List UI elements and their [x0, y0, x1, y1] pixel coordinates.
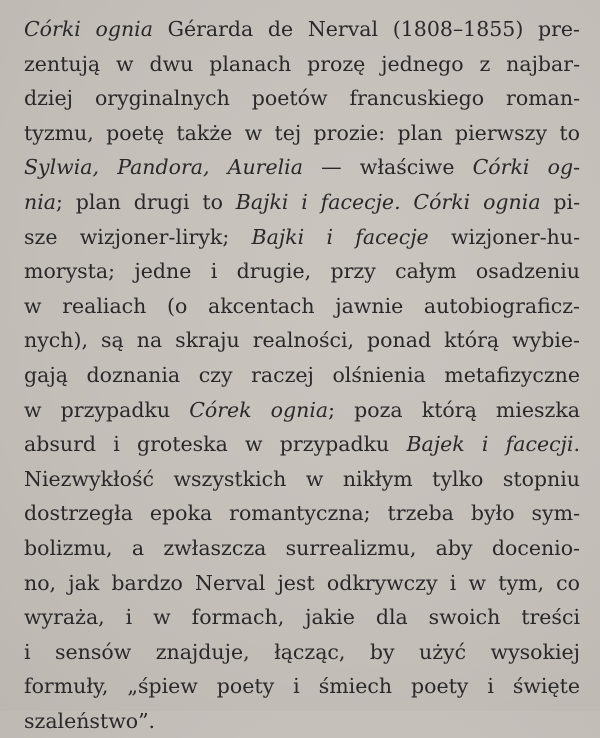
- text-line: [24, 254, 580, 289]
- text-line: [24, 393, 580, 428]
- text-span: nych), są na skraju realności, ponad którą wybie-: [24, 328, 580, 353]
- text-span: wizjoner-hu-: [428, 224, 580, 249]
- text-line: [24, 496, 580, 531]
- text-span: ; poza którą mieszka: [328, 397, 580, 422]
- text-span: Córki og-: [472, 155, 580, 180]
- text-span: zentują w dwu planach prozę jednego z najbar-: [24, 51, 580, 76]
- text-line: [24, 220, 580, 255]
- text-span: gają doznania czy raczej olśnienia metafizyczne: [24, 362, 580, 387]
- text-span: Bajki i facecje: [251, 224, 429, 249]
- text-span: Bajek i facecji: [406, 432, 574, 457]
- text-span: Bajki i facecje. Córki ognia: [235, 189, 541, 214]
- text-line: [24, 531, 580, 566]
- text-line: [24, 150, 580, 185]
- text-span: w realiach (o akcentach jawnie autobiograficz-: [24, 293, 580, 318]
- text-line: [24, 600, 580, 635]
- text-span: — właściwe: [302, 155, 473, 180]
- book-blurb: [24, 12, 580, 738]
- text-span: tyzmu, poetę także w tej prozie: plan pierwszy to: [24, 120, 580, 145]
- text-line: [24, 427, 580, 462]
- text-span: .: [573, 432, 580, 457]
- text-line: [24, 635, 580, 670]
- text-span: i sensów znajduje, łącząc, by użyć wysokiej: [24, 639, 580, 664]
- text-span: pi-: [540, 189, 580, 214]
- text-span: ; plan drugi to: [55, 189, 236, 214]
- text-line: [24, 704, 580, 738]
- text-line: [24, 185, 580, 220]
- text-span: morysta; jedne i drugie, przy całym osadzeniu: [24, 259, 580, 284]
- text-span: bolizmu, a zwłaszcza surrealizmu, aby docenio-: [24, 535, 580, 560]
- text-span: w przypadku: [24, 397, 190, 422]
- text-span: Sylwia, Pandora, Aurelia: [24, 155, 303, 180]
- text-line: [24, 358, 580, 393]
- text-line: [24, 289, 580, 324]
- text-span: wyraża, i w formach, jakie dla swoich treści: [24, 605, 580, 630]
- text-line: [24, 47, 580, 82]
- text-line: [24, 669, 580, 704]
- text-span: Córek ognia: [189, 397, 329, 422]
- text-span: Niezwykłość wszystkich w nikłym tylko stopniu: [24, 466, 580, 491]
- text-span: no, jak bardzo Nerval jest odkrywczy i w tym, co: [24, 570, 580, 595]
- text-span: nia: [24, 189, 56, 214]
- text-span: szaleństwo”.: [24, 708, 156, 733]
- text-line: [24, 566, 580, 601]
- text-line: [24, 116, 580, 151]
- text-span: Córki ognia: [24, 17, 153, 41]
- text-span: absurd i groteska w przypadku: [24, 432, 407, 457]
- text-line: [24, 462, 580, 497]
- text-span: formuły, „śpiew poety i śmiech poety i święte: [24, 674, 580, 699]
- text-span: dziej oryginalnych poetów francuskiego roman-: [24, 86, 580, 111]
- text-span: sze wizjoner-liryk;: [24, 224, 252, 249]
- text-line: [24, 12, 580, 47]
- text-line: [24, 323, 580, 358]
- text-span: dostrzegła epoka romantyczna; trzeba było sym-: [24, 501, 580, 526]
- text-span: Gérarda de Nerval (1808–1855) pre-: [152, 17, 580, 41]
- text-line: [24, 81, 580, 116]
